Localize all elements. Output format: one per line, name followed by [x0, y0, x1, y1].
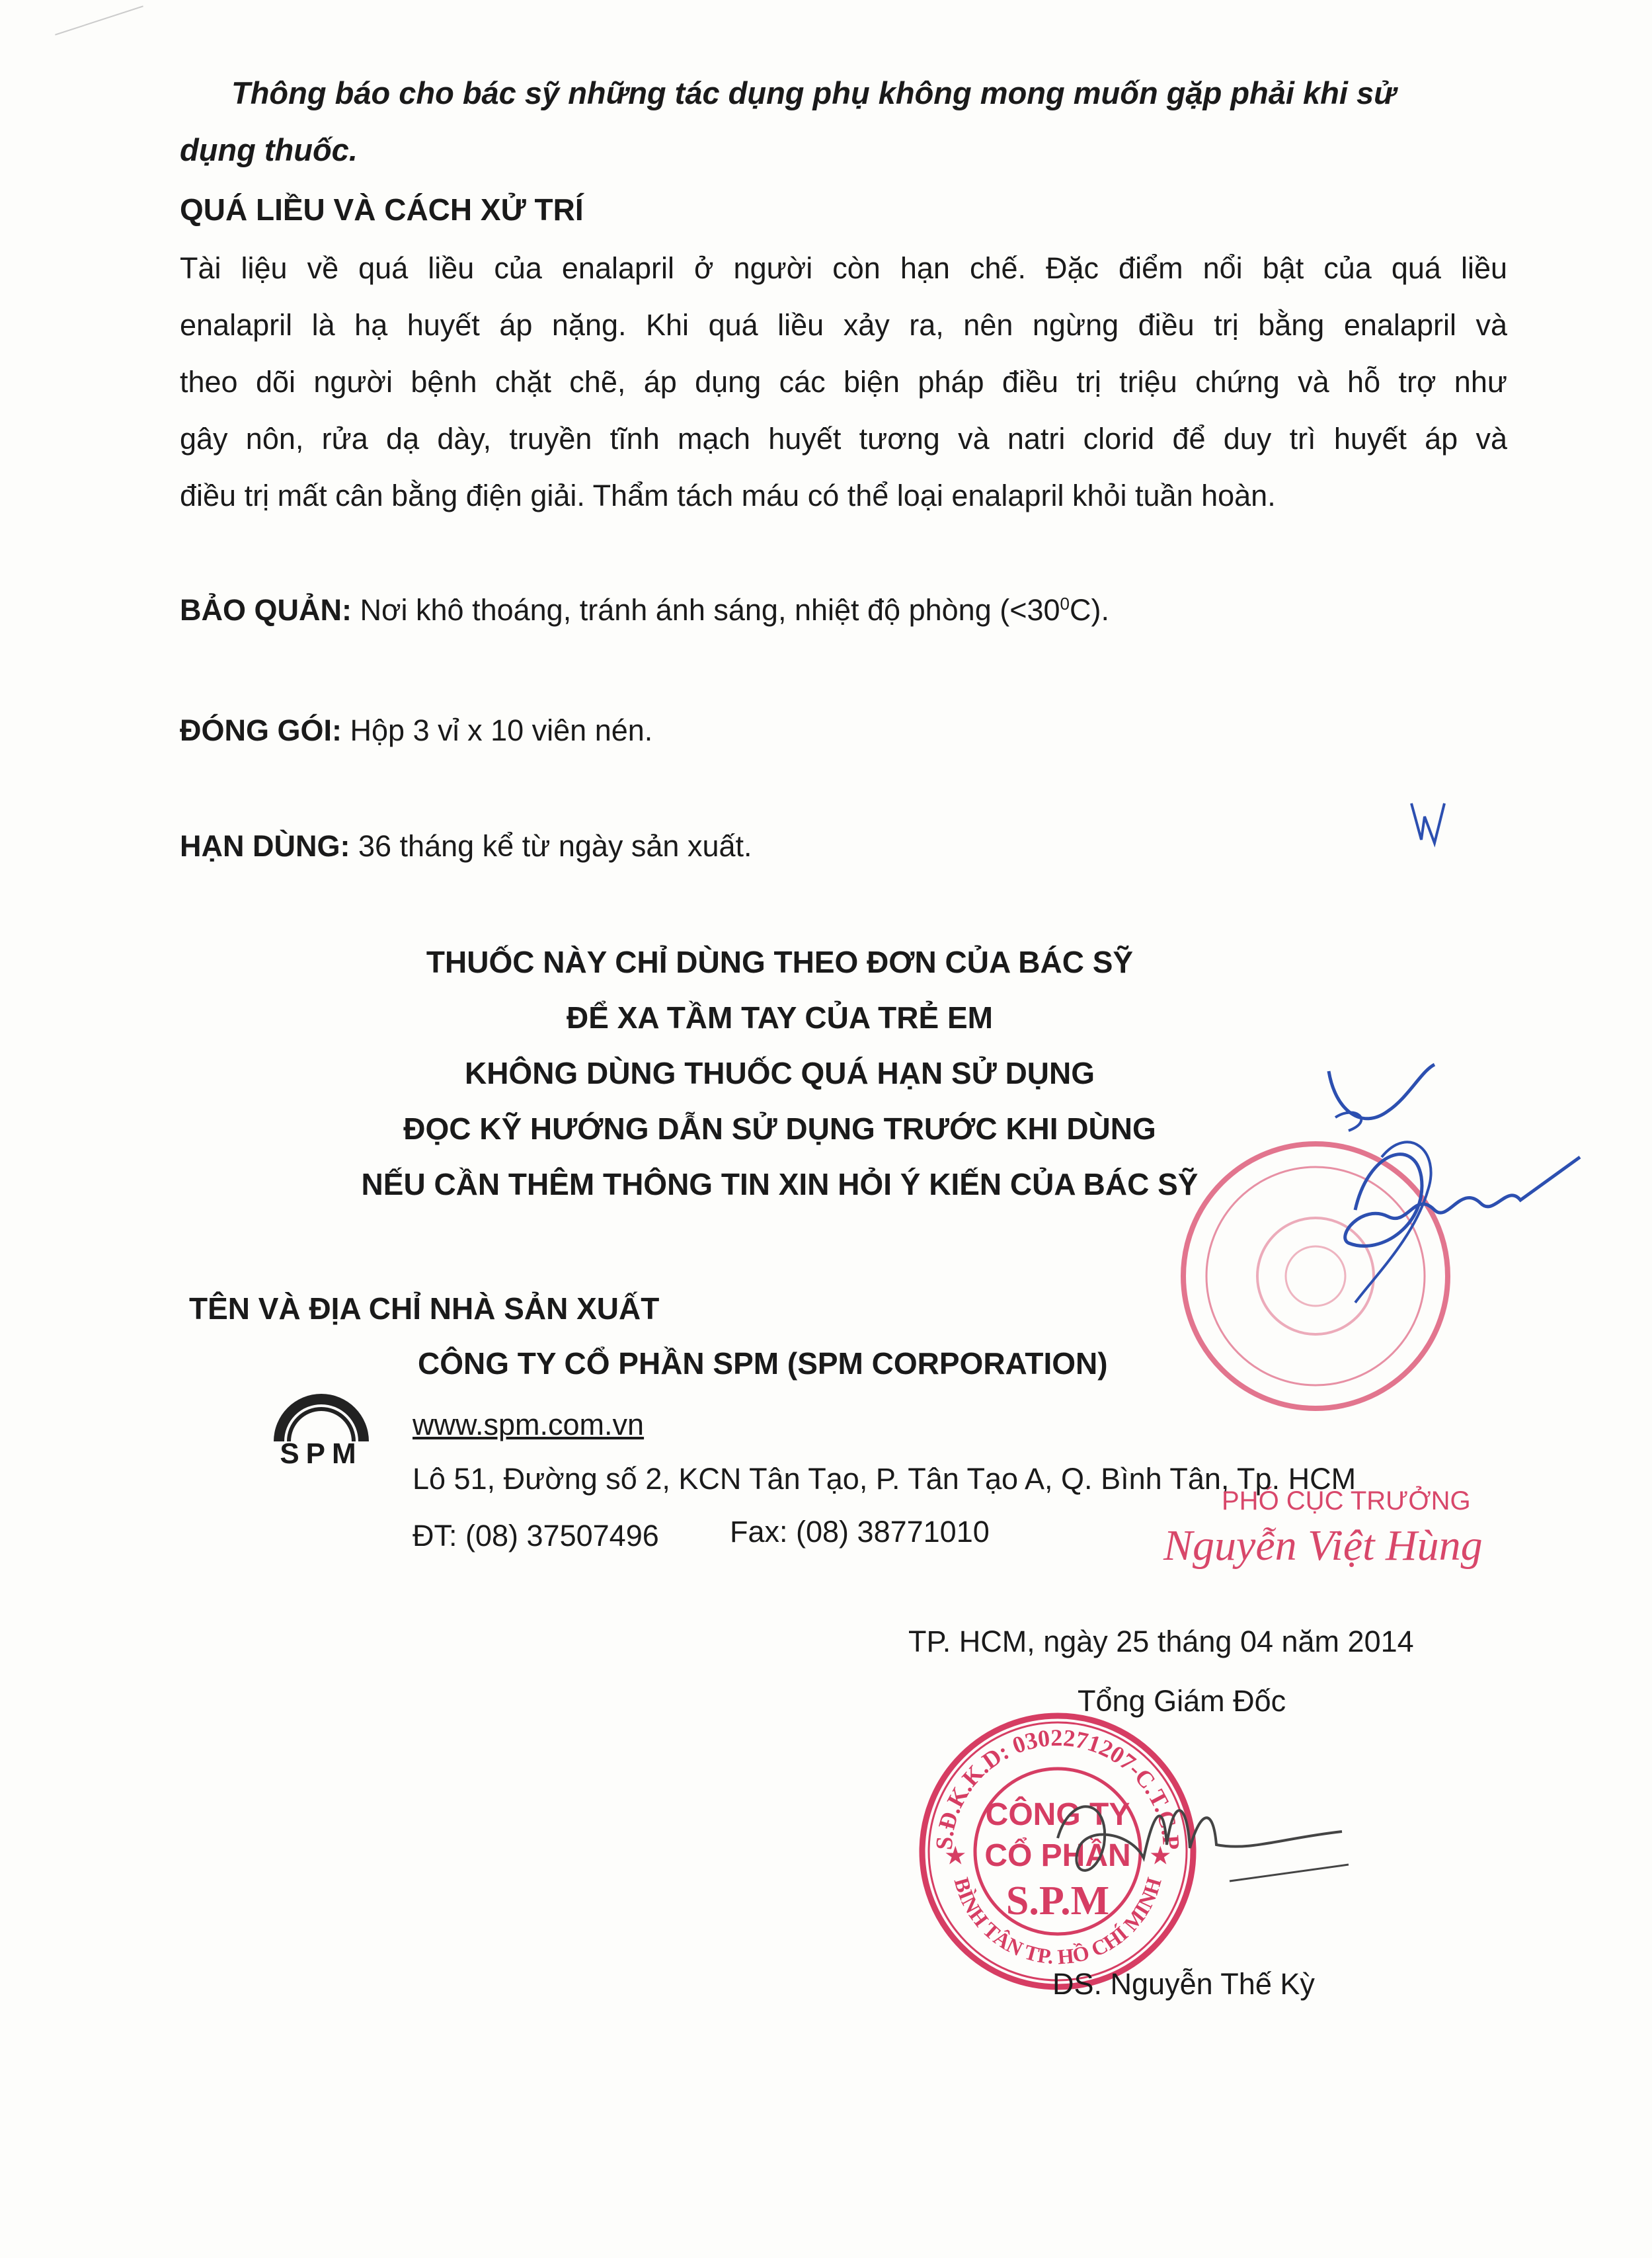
- warning-keep-from-children: ĐỂ XA TẦM TAY CỦA TRẺ EM: [567, 1000, 993, 1035]
- company-stamp-bottom-text: BÌNH TÂN TP. HỒ CHÍ MINH: [949, 1875, 1166, 1969]
- storage-line: [180, 595, 1109, 625]
- overdose-line: Tài liệu về quá liều của enalapril ở người còn hạn chế. Đặc điểm nổi bật của quá liều: [180, 251, 1507, 285]
- director-name: DS. Nguyễn Thế Kỳ: [1052, 1967, 1315, 2001]
- overdose-line: điều trị mất cân bằng điện giải. Thẩm tách máu có thể loại enalapril khỏi tuần hoàn.: [180, 479, 1276, 512]
- initial-mark-icon: [1408, 797, 1448, 856]
- date-line: TP. HCM, ngày 25 tháng 04 năm 2014: [908, 1625, 1414, 1658]
- warning-read-instructions: ĐỌC KỸ HƯỚNG DẪN SỬ DỤNG TRƯỚC KHI DÙNG: [403, 1111, 1156, 1146]
- storage-label: BẢO QUẢN:: [180, 593, 352, 627]
- stamp-star-right-icon: ★: [1150, 1844, 1171, 1869]
- spm-logo-arc-icon: [255, 1362, 387, 1494]
- scan-artifact: [55, 5, 143, 35]
- company-phone: ĐT: (08) 37507496: [413, 1519, 659, 1552]
- spm-logo-text: SPM: [280, 1437, 363, 1470]
- storage-tail: C).: [1070, 593, 1110, 627]
- company-fax: Fax: (08) 38771010: [730, 1515, 990, 1549]
- company-stamp-line2: CỔ PHẦN: [984, 1838, 1131, 1873]
- director-signature-icon: [1031, 1772, 1375, 1904]
- company-stamp-line3: S.P.M: [1005, 1878, 1110, 1923]
- overdose-line: theo dõi người bệnh chặt chẽ, áp dụng các biện pháp điều trị triệu chứng và hỗ trợ như: [180, 365, 1507, 399]
- director-title: Tổng Giám Đốc: [1078, 1684, 1286, 1718]
- packaging-line: [180, 715, 652, 745]
- official-name: Nguyễn Việt Hùng: [1163, 1521, 1483, 1570]
- overdose-line: gây nôn, rửa dạ dày, truyền tĩnh mạch huyết tương và natri clorid để duy trì huyết áp và: [180, 422, 1507, 456]
- expiry-line: [180, 831, 752, 861]
- official-title: PHÓ CỤC TRƯỞNG: [1222, 1486, 1471, 1515]
- storage-degree: 0: [1060, 594, 1070, 614]
- company-name: CÔNG TY CỔ PHẦN SPM (SPM CORPORATION): [418, 1346, 1108, 1381]
- side-effect-notice-line2: dụng thuốc.: [180, 132, 358, 167]
- side-effect-notice-line1: Thông báo cho bác sỹ những tác dụng phụ không mong muốn gặp phải khi sử: [231, 75, 1396, 110]
- warning-ask-doctor: NẾU CẦN THÊM THÔNG TIN XIN HỎI Ý KIẾN CỦA BÁC SỸ: [361, 1167, 1199, 1201]
- company-website-link[interactable]: www.spm.com.vn: [413, 1408, 645, 1441]
- expiry-label: HẠN DÙNG:: [180, 829, 350, 863]
- company-stamp-ring-text: S.Đ.K.K.D: 0302271207-C.T.C.P: [930, 1724, 1185, 1851]
- packaging-label: ĐÓNG GÓI:: [180, 713, 342, 747]
- manufacturer-heading: TÊN VÀ ĐỊA CHỈ NHÀ SẢN XUẤT: [189, 1291, 660, 1326]
- official-signature-icon: [1309, 1058, 1587, 1309]
- overdose-heading: QUÁ LIỀU VÀ CÁCH XỬ TRÍ: [180, 192, 584, 227]
- company-stamp-line1: CÔNG TY: [985, 1797, 1130, 1832]
- company-address: Lô 51, Đường số 2, KCN Tân Tạo, P. Tân Tạo A, Q. Bình Tân, Tp. HCM: [413, 1462, 1357, 1496]
- warning-expired: KHÔNG DÙNG THUỐC QUÁ HẠN SỬ DỤNG: [464, 1056, 1095, 1090]
- warning-prescription-only: THUỐC NÀY CHỈ DÙNG THEO ĐƠN CỦA BÁC SỸ: [426, 945, 1134, 979]
- packaging-text: Hộp 3 vỉ x 10 viên nén.: [350, 713, 653, 747]
- overdose-line: enalapril là hạ huyết áp nặng. Khi quá liều xảy ra, nên ngừng điều trị bằng enalapril và: [180, 308, 1507, 342]
- stamp-star-left-icon: ★: [945, 1844, 966, 1869]
- expiry-text: 36 tháng kể từ ngày sản xuất.: [358, 829, 752, 863]
- storage-text: Nơi khô thoáng, tránh ánh sáng, nhiệt độ phòng (<30: [360, 593, 1060, 627]
